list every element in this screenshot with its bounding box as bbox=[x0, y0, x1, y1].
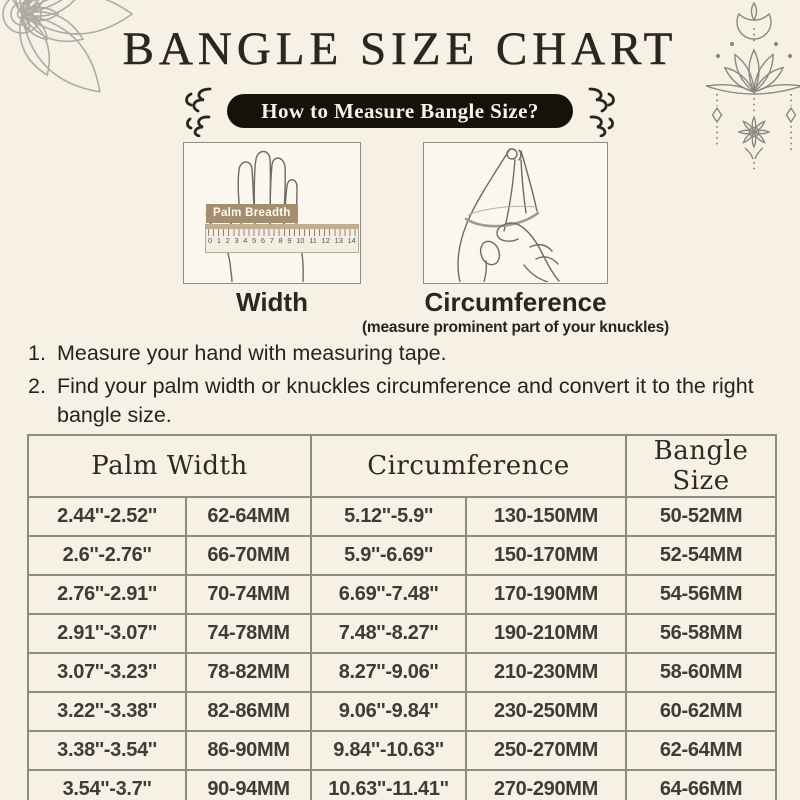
instruction-list bbox=[28, 339, 772, 434]
table-cell: 2.76''-2.91'' bbox=[28, 575, 186, 614]
table-cell: 78-82MM bbox=[186, 653, 311, 692]
table-cell: 58-60MM bbox=[626, 653, 776, 692]
table-cell: 3.38''-3.54'' bbox=[28, 731, 186, 770]
palm-breadth-label: Palm Breadth bbox=[206, 204, 298, 223]
table-cell: 60-62MM bbox=[626, 692, 776, 731]
table-cell: 70-74MM bbox=[186, 575, 311, 614]
circumference-diagram bbox=[423, 142, 608, 284]
table-cell: 5.9''-6.69'' bbox=[311, 536, 466, 575]
table-cell: 10.63''-11.41'' bbox=[311, 770, 466, 800]
table-cell: 2.44''-2.52'' bbox=[28, 497, 186, 536]
table-cell: 86-90MM bbox=[186, 731, 311, 770]
table-cell: 210-230MM bbox=[466, 653, 626, 692]
ruler-numbers: 0 1 2 3 4 5 6 7 8 9 10 11 12 13 14 bbox=[208, 236, 356, 245]
table-cell: 3.22''-3.38'' bbox=[28, 692, 186, 731]
table-cell: 50-52MM bbox=[626, 497, 776, 536]
table-cell: 250-270MM bbox=[466, 731, 626, 770]
table-cell: 82-86MM bbox=[186, 692, 311, 731]
table-cell: 74-78MM bbox=[186, 614, 311, 653]
table-cell: 62-64MM bbox=[626, 731, 776, 770]
page-title: BANGLE SIZE CHART bbox=[122, 23, 678, 75]
table-cell: 2.91''-3.07'' bbox=[28, 614, 186, 653]
flourish-left-icon bbox=[184, 85, 214, 137]
instruction-item bbox=[28, 339, 772, 369]
table-cell: 190-210MM bbox=[466, 614, 626, 653]
caption-circumference bbox=[358, 287, 673, 337]
table-cell: 6.69''-7.48'' bbox=[311, 575, 466, 614]
table-cell: 64-66MM bbox=[626, 770, 776, 800]
header-bangle-size: Bangle Size bbox=[626, 435, 776, 497]
table-cell: 66-70MM bbox=[186, 536, 311, 575]
instruction-text: Find your palm width or knuckles circumference and convert it to the right bangle size. bbox=[57, 373, 754, 427]
instruction-item bbox=[28, 372, 772, 431]
instruction-text: Measure your hand with measuring tape. bbox=[57, 341, 447, 365]
table-cell: 150-170MM bbox=[466, 536, 626, 575]
table-cell: 90-94MM bbox=[186, 770, 311, 800]
table-cell: 52-54MM bbox=[626, 536, 776, 575]
table-cell: 62-64MM bbox=[186, 497, 311, 536]
table-cell: 56-58MM bbox=[626, 614, 776, 653]
size-table bbox=[27, 434, 777, 800]
flourish-right-icon bbox=[586, 85, 616, 137]
table-cell: 3.07''-3.23'' bbox=[28, 653, 186, 692]
table-cell: 2.6''-2.76'' bbox=[28, 536, 186, 575]
table-row bbox=[28, 575, 776, 614]
table-row bbox=[28, 653, 776, 692]
table-cell: 230-250MM bbox=[466, 692, 626, 731]
instruction-number: 1. bbox=[28, 341, 46, 365]
table-row bbox=[28, 731, 776, 770]
table-cell: 270-290MM bbox=[466, 770, 626, 800]
header-circumference: Circumference bbox=[311, 435, 626, 497]
table-cell: 130-150MM bbox=[466, 497, 626, 536]
measure-badge: How to Measure Bangle Size? bbox=[227, 94, 573, 128]
table-header-row bbox=[28, 435, 776, 497]
ruler-ticks bbox=[208, 229, 356, 236]
caption-circumference-title: Circumference bbox=[424, 287, 607, 317]
table-row bbox=[28, 536, 776, 575]
table-cell: 3.54''-3.7'' bbox=[28, 770, 186, 800]
pinched-hand-icon bbox=[424, 143, 609, 282]
ruler bbox=[205, 224, 359, 253]
table-cell: 170-190MM bbox=[466, 575, 626, 614]
table-row bbox=[28, 770, 776, 800]
table-cell: 7.48''-8.27'' bbox=[311, 614, 466, 653]
table-row bbox=[28, 692, 776, 731]
caption-circumference-note: (measure prominent part of your knuckles) bbox=[361, 319, 670, 336]
instruction-number: 2. bbox=[28, 373, 46, 398]
table-row bbox=[28, 497, 776, 536]
width-diagram bbox=[183, 142, 361, 284]
table-cell: 8.27''-9.06'' bbox=[311, 653, 466, 692]
table-cell: 5.12''-5.9'' bbox=[311, 497, 466, 536]
badge-row bbox=[0, 85, 800, 137]
table-cell: 9.06''-9.84'' bbox=[311, 692, 466, 731]
header-palm-width: Palm Width bbox=[28, 435, 311, 497]
table-cell: 9.84''-10.63'' bbox=[311, 731, 466, 770]
caption-width: Width bbox=[236, 287, 308, 317]
table-row bbox=[28, 614, 776, 653]
table-cell: 54-56MM bbox=[626, 575, 776, 614]
